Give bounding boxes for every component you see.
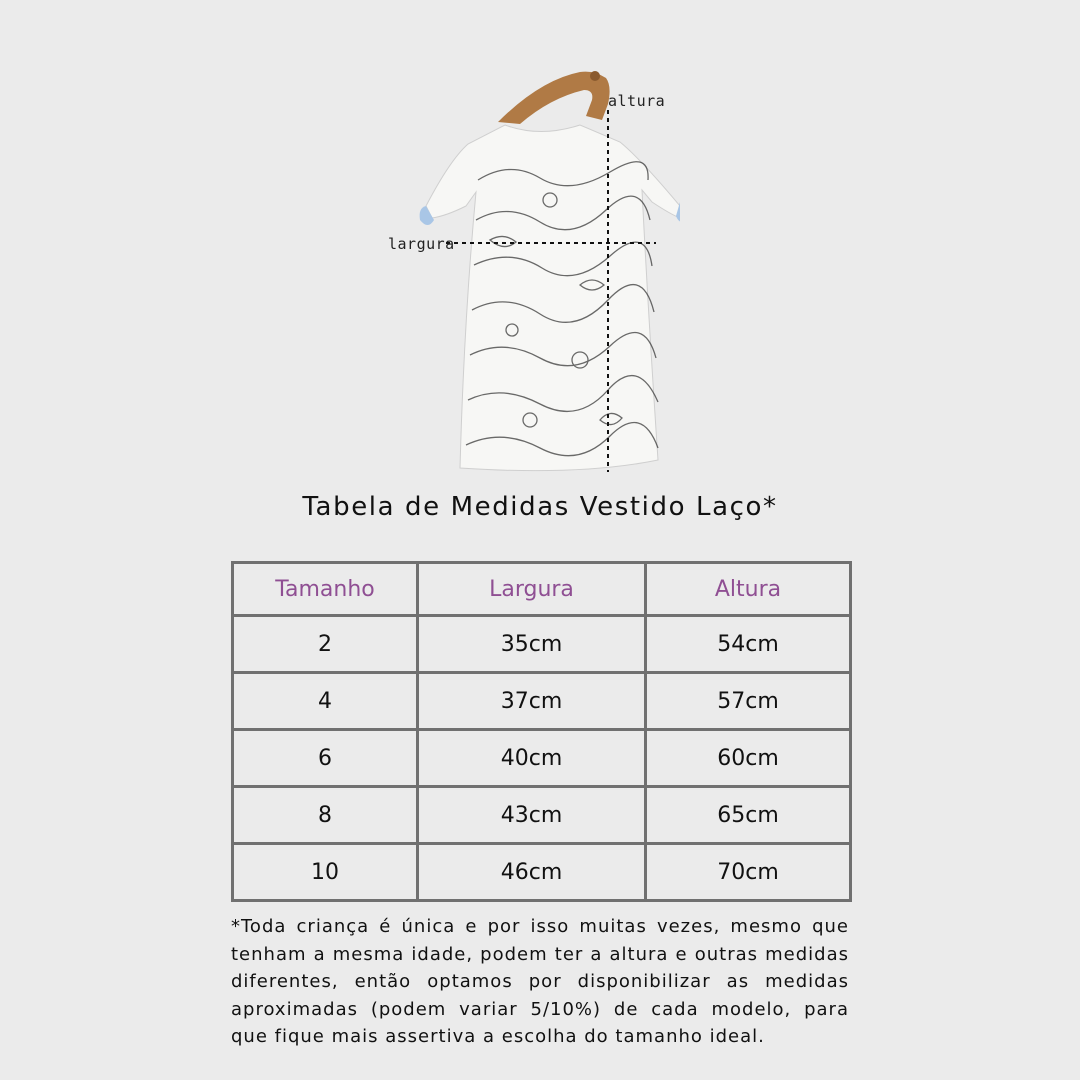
table-header-row [233, 563, 851, 616]
page-title: Tabela de Medidas Vestido Laço* [302, 492, 778, 522]
width-cell: 35cm [418, 616, 646, 673]
height-cell: 57cm [646, 673, 851, 730]
header-height: Altura [646, 563, 851, 616]
height-cell: 70cm [646, 844, 851, 901]
size-cell: 4 [233, 673, 418, 730]
width-cell: 40cm [418, 730, 646, 787]
dress-icon [420, 125, 680, 471]
size-cell: 2 [233, 616, 418, 673]
size-cell: 6 [233, 730, 418, 787]
dress-photo [380, 60, 680, 480]
width-cell: 43cm [418, 787, 646, 844]
size-cell: 8 [233, 787, 418, 844]
width-label: largura [388, 235, 455, 253]
size-cell: 10 [233, 844, 418, 901]
table-row [233, 787, 851, 844]
table-row [233, 730, 851, 787]
table-row [233, 616, 851, 673]
header-width: Largura [418, 563, 646, 616]
table-row [233, 844, 851, 901]
hanger-icon [498, 71, 610, 124]
height-cell: 65cm [646, 787, 851, 844]
footnote: *Toda criança é única e por isso muitas vezes, mesmo que tenham a mesma idade, podem ter a altura e outras medidas diferentes, então optamos por disponibilizar as medidas aproximadas (podem variar 5/10%) de cada modelo, para que fique mais assertiva a escolha do tamanho ideal. [231, 916, 849, 1047]
height-cell: 54cm [646, 616, 851, 673]
header-size: Tamanho [233, 563, 418, 616]
height-label: altura [608, 92, 666, 110]
size-table [231, 561, 852, 902]
table-row [233, 673, 851, 730]
width-cell: 37cm [418, 673, 646, 730]
height-cell: 60cm [646, 730, 851, 787]
width-cell: 46cm [418, 844, 646, 901]
